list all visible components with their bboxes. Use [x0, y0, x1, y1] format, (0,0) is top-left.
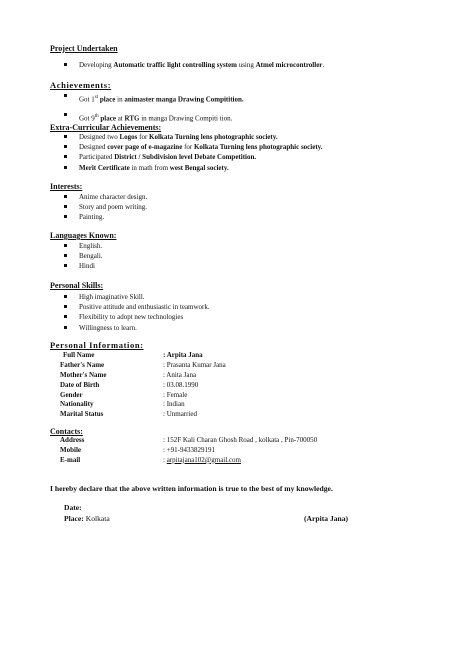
- interests-list: [64, 192, 147, 223]
- achievements-list: [64, 91, 244, 126]
- bullet-icon: [64, 145, 67, 148]
- list-item: Merit Certificate in math from west Bengal society.: [64, 163, 323, 173]
- bullet-icon: [64, 205, 67, 208]
- list-item: Willingness to learn.: [64, 323, 210, 333]
- achievements-heading: Achievements:: [50, 80, 112, 90]
- bullet-icon: [64, 326, 67, 329]
- table-row: Gender : Female: [60, 390, 188, 399]
- project-list: [64, 60, 324, 70]
- languages-heading: Languages Known:: [50, 231, 117, 240]
- table-row: Mother's Name : Anita Jana: [60, 370, 197, 379]
- skills-list: [64, 292, 210, 333]
- signature-name: (Arpita Jana): [304, 514, 349, 523]
- bullet-icon: [64, 254, 67, 257]
- list-item: Flexibility to adopt new technologies: [64, 312, 210, 322]
- list-item: Got 1st place in animaster manga Drawing Compitition.: [64, 91, 244, 106]
- bullet-icon: [64, 113, 67, 116]
- languages-list: [64, 241, 103, 272]
- bullet-icon: [64, 244, 67, 247]
- table-row: Address : 152F Kali Charan Ghosh Road , kolkata , Pin-700050: [60, 436, 318, 444]
- bullet-icon: [64, 166, 67, 169]
- list-item: Anime character design.: [64, 192, 147, 202]
- contacts-table: [60, 436, 450, 466]
- personal-info-heading: Personal Information:: [50, 340, 144, 350]
- bullet-icon: [64, 315, 67, 318]
- bullet-icon: [64, 264, 67, 267]
- list-item: High imaginative Skill.: [64, 292, 210, 302]
- list-item: Story and poem writing.: [64, 202, 147, 212]
- bullet-icon: [64, 305, 67, 308]
- table-row: Mobile : +91-9433829191: [60, 445, 215, 454]
- list-item: Hindi: [64, 261, 103, 271]
- place-line: Place: Kolkata: [64, 514, 110, 523]
- skills-heading: Personal Skills:: [50, 281, 104, 290]
- declaration-text: I hereby declare that the above written information is true to the best of my knowledge.: [50, 484, 333, 493]
- table-row: Marital Status : Unmarried: [60, 410, 198, 419]
- table-row: Full Name : Arpita Jana: [63, 351, 203, 359]
- table-row: Date of Birth : 03.08.1990: [60, 380, 199, 389]
- table-row: E-mail : arpitajana102@gmail.com: [60, 455, 241, 464]
- list-item: Painting.: [64, 212, 147, 222]
- interests-heading: Interests:: [50, 182, 83, 191]
- contacts-heading: Contacts:: [50, 427, 83, 436]
- list-item: Developing Automatic traffic light controlling system using Atmel microcontroller.: [64, 60, 324, 70]
- bullet-icon: [64, 135, 67, 138]
- table-row: Nationality : Indian: [60, 400, 185, 409]
- list-item: English.: [64, 241, 103, 251]
- list-item: Got 9th place at RTG in manga Drawing Compiti tion.: [64, 110, 244, 125]
- email-link[interactable]: arpitajana102@gmail.com: [166, 455, 241, 464]
- list-item: Participated District / Subdivision level Debate Competition.: [64, 152, 323, 162]
- bullet-icon: [64, 215, 67, 218]
- bullet-icon: [64, 295, 67, 298]
- date-label: Date:: [64, 503, 82, 512]
- table-row: Father's Name : Prasanta Kumar Jana: [60, 360, 226, 369]
- personal-info-table: [60, 351, 440, 420]
- bullet-icon: [64, 63, 67, 66]
- project-heading: Project Undertaken: [50, 44, 118, 53]
- list-item: Designed cover page of e-magazine for Kolkata Turning lens photographic society.: [64, 142, 323, 152]
- extra-curricular-list: [64, 132, 323, 173]
- extra-curricular-heading: Extra-Curricular Achievements:: [50, 123, 162, 132]
- list-item: Designed two Logos for Kolkata Turning lens photographic society.: [64, 132, 323, 142]
- list-item: Bengali.: [64, 251, 103, 261]
- bullet-icon: [64, 94, 67, 97]
- list-item: Positive attitude and enthusiastic in teamwork.: [64, 302, 210, 312]
- bullet-icon: [64, 155, 67, 158]
- bullet-icon: [64, 195, 67, 198]
